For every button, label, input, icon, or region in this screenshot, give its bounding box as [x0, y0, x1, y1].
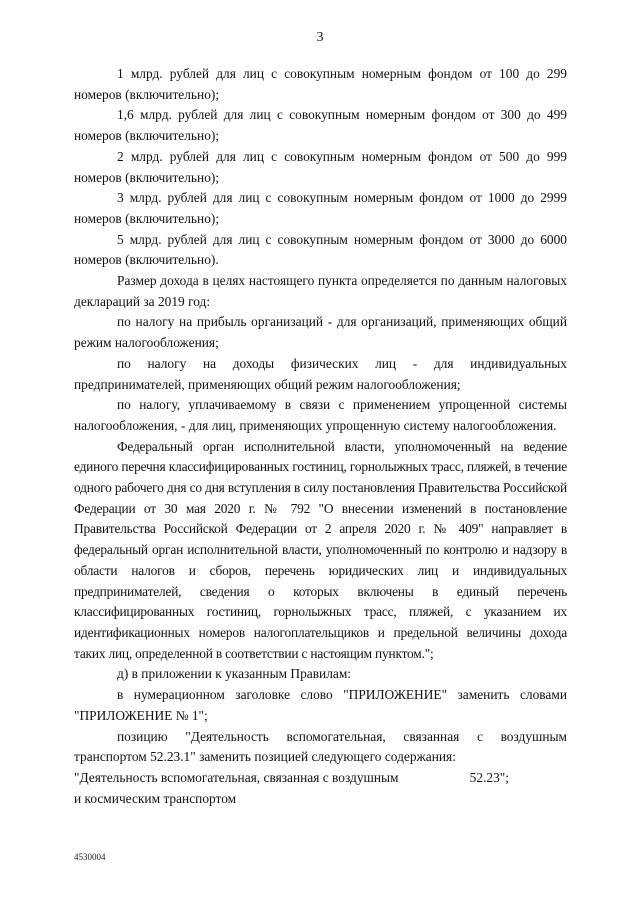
paragraph-4: 3 млрд. рублей для лиц с совокупным номерным фондом от 1000 до 2999 номеров (включительно);	[74, 190, 567, 226]
paragraph-5: 5 млрд. рублей для лиц с совокупным номерным фондом от 3000 до 6000 номеров (включительно).	[74, 231, 567, 268]
table-row-text: "Деятельность вспомогательная, связанная с воздушным	[74, 769, 399, 785]
document-body	[74, 64, 567, 809]
table-row-code: 52.23";	[469, 769, 509, 785]
page-number: 3	[316, 30, 324, 45]
paragraph-3: 2 млрд. рублей для лиц с совокупным номерным фондом от 500 до 999 номеров (включительно);	[74, 148, 567, 185]
document-code: 4530004	[74, 852, 106, 862]
paragraph-12: в нумерационном заголовке слово "ПРИЛОЖЕНИЕ" заменить словами "ПРИЛОЖЕНИЕ № 1";	[74, 687, 567, 723]
paragraph-11: д) в приложении к указанным Правилам:	[117, 666, 352, 682]
table-row	[74, 768, 567, 789]
paragraph-8: по налогу на доходы физических лиц - для индивидуальных предпринимателей, применяющих общий режим налогообложения;	[74, 355, 567, 392]
paragraph-13: позицию "Деятельность вспомогательная, связанная с воздушным транспортом 52.23.1" заменить позицией следующего содержания:	[74, 728, 567, 765]
paragraph-10: Федеральный орган исполнительной власти, уполномоченный на ведение единого перечня классифицированных гостиниц, горнолыжных трасс, пляжей, в течение одного рабочего дня со дня вступления в силу постановления Правительства Российской Федерации от 30 мая 2020 г. № 792 "О внесении изменений в постановление Правительства Российской Федерации от 2 апреля 2020 г. № 409" направляет в федеральный орган исполнительной власти, уполномоченный по контролю и надзору в области налогов и сборов, перечень юридических лиц и индивидуальных предпринимателей, сведения о которых включены в единый перечень классифицированных гостиниц, горнолыжных трасс, пляжей, с указанием их идентификационных номеров налогоплательщиков и предельной величины дохода таких лиц, определенной в соответствии с настоящим пунктом.";	[74, 438, 567, 661]
paragraph-6: Размер дохода в целях настоящего пункта определяется по данным налоговых деклараций за 2019 год:	[74, 273, 567, 309]
paragraph-7: по налогу на прибыль организаций - для организаций, применяющих общий режим налогообложения;	[74, 314, 567, 351]
paragraph-1: 1 млрд. рублей для лиц с совокупным номерным фондом от 100 до 299 номеров (включительно);	[74, 66, 567, 102]
table-row-continuation: и космическим транспортом	[74, 790, 237, 806]
paragraph-2: 1,6 млрд. рублей для лиц с совокупным номерным фондом от 300 до 499 номеров (включительно);	[74, 107, 567, 144]
paragraph-9: по налогу, уплачиваемому в связи с применением упрощенной системы налогообложения, - для лиц, применяющих упрощенную систему налогообложения.	[74, 397, 567, 433]
